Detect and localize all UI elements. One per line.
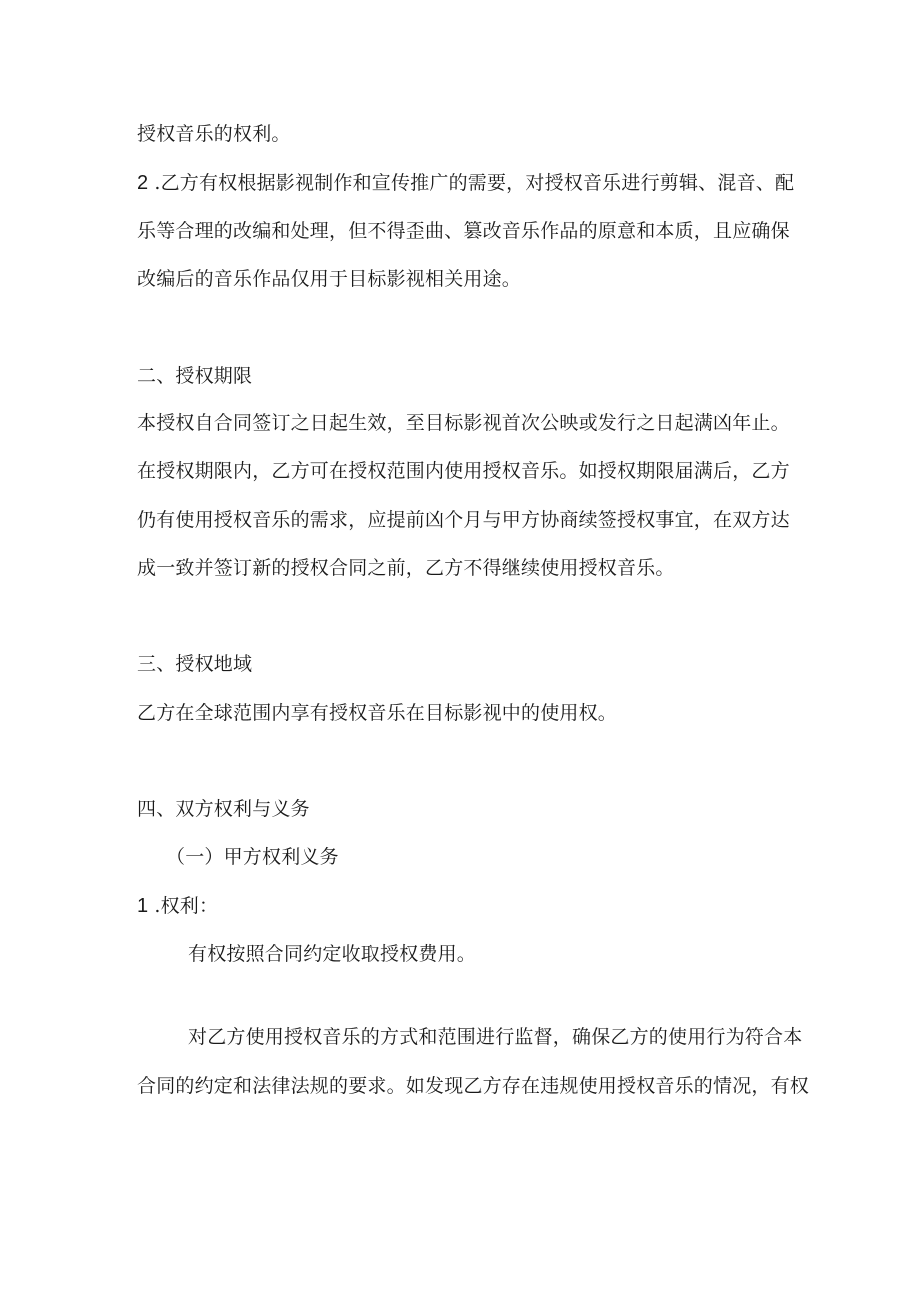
paragraph-line: 授权音乐的权利。 <box>137 123 291 145</box>
list-item-text: .权利： <box>154 895 219 917</box>
paragraph-line: 本授权自合同签订之日起生效，至目标影视首次公映或发行之日起满凶年止。 <box>137 412 790 434</box>
list-item-text: .乙方有权根据影视制作和宣传推广的需要，对授权音乐进行剪辑、混音、配 <box>154 172 795 194</box>
section-heading: 三、授权地域 <box>137 653 253 675</box>
paragraph-line: 合同的约定和法律法规的要求。如发现乙方存在违规使用授权音乐的情况，有权 <box>137 1075 810 1097</box>
subsection-heading: （一）甲方权利义务 <box>166 846 339 868</box>
paragraph-line: 仍有使用授权音乐的需求，应提前凶个月与甲方协商续签授权事宜，在双方达 <box>137 509 790 531</box>
list-number: 1 <box>137 895 149 917</box>
paragraph-line: 乙方在全球范围内享有授权音乐在目标影视中的使用权。 <box>137 702 618 724</box>
paragraph-line: 改编后的音乐作品仅用于目标影视相关用途。 <box>137 268 522 290</box>
paragraph-line: 成一致并签订新的授权合同之前，乙方不得继续使用授权音乐。 <box>137 557 675 579</box>
paragraph-line: 乐等合理的改编和处理，但不得歪曲、篡改音乐作品的原意和本质，且应确保 <box>137 220 790 242</box>
section-heading: 二、授权期限 <box>137 365 253 387</box>
paragraph-line: 有权按照合同约定收取授权费用。 <box>188 943 477 965</box>
list-item-2-line <box>137 170 794 196</box>
paragraph-line: 在授权期限内，乙方可在授权范围内使用授权音乐。如授权期限届满后，乙方 <box>137 460 790 482</box>
list-number: 2 <box>137 172 149 194</box>
paragraph-line: 对乙方使用授权音乐的方式和范围进行监督，确保乙方的使用行为符合本 <box>188 1026 803 1048</box>
list-item-1-line <box>137 893 218 919</box>
section-heading: 四、双方权利与义务 <box>137 798 310 820</box>
